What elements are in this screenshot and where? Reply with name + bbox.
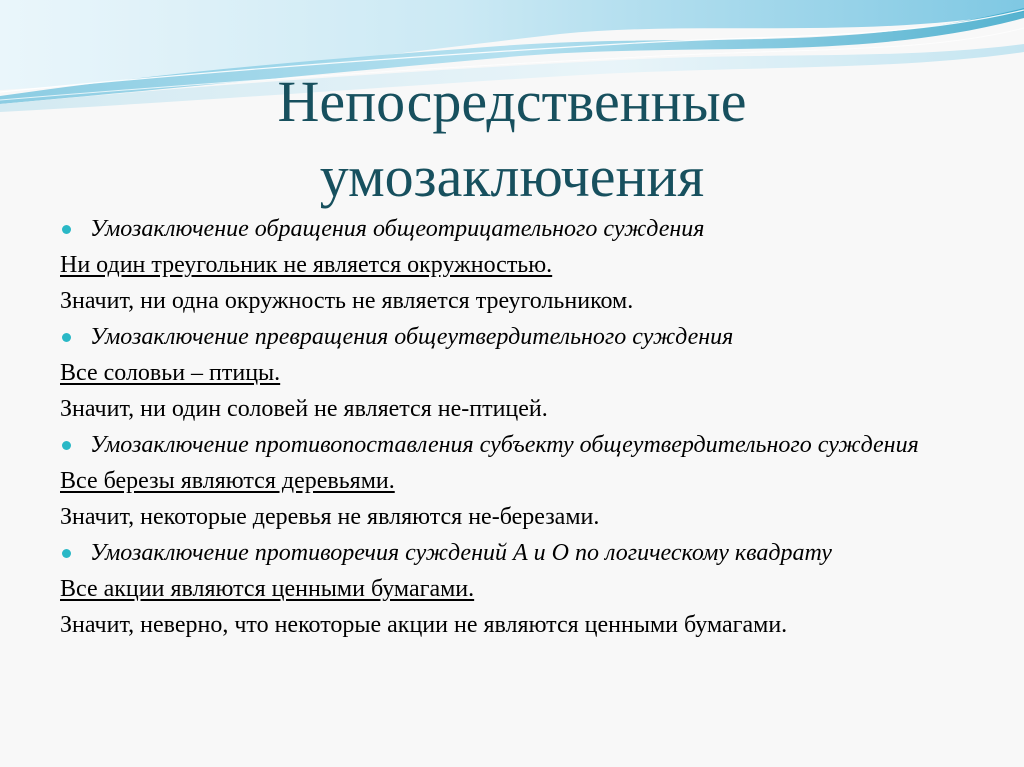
bullet-icon xyxy=(62,441,71,450)
bullet-text: Умозаключение обращения общеотрицательного суждения xyxy=(90,216,705,242)
conclusion-row: Значит, неверно, что некоторые акции не являются ценными бумагами. xyxy=(60,612,788,638)
bullet-icon xyxy=(62,225,71,234)
premise-text: Все березы являются деревьями. xyxy=(60,468,395,494)
premise-row xyxy=(60,251,989,279)
bullet-text: Умозаключение превращения общеутвердительного суждения xyxy=(90,324,734,350)
bullet-text: Умозаключение противоречия суждений А и О по логическому квадрату xyxy=(90,540,832,566)
bullet-icon xyxy=(62,549,71,558)
bullet-text: Умозаключение противопоставления субъекту общеутвердительного суждения xyxy=(90,432,919,458)
slide-content xyxy=(60,215,989,647)
conclusion-row: Значит, ни один соловей не является не-птицей. xyxy=(60,396,548,422)
bullet-item xyxy=(60,215,989,243)
premise-row xyxy=(60,359,989,387)
premise-text: Ни один треугольник не является окружностью. xyxy=(60,252,553,278)
slide-title-line-1: Непосредственные xyxy=(277,69,747,134)
premise-text: Все соловьи – птицы. xyxy=(60,360,281,386)
premise-row xyxy=(60,575,989,603)
bullet-item xyxy=(60,323,989,351)
slide-title-line-2: умозаключения xyxy=(319,144,705,209)
bullet-item xyxy=(60,431,989,459)
bullet-item xyxy=(60,539,989,567)
conclusion-row: Значит, ни одна окружность не является треугольником. xyxy=(60,288,634,314)
bullet-icon xyxy=(62,333,71,342)
conclusion-row: Значит, некоторые деревья не являются не-березами. xyxy=(60,504,600,530)
premise-row xyxy=(60,467,989,495)
premise-text: Все акции являются ценными бумагами. xyxy=(60,576,475,602)
